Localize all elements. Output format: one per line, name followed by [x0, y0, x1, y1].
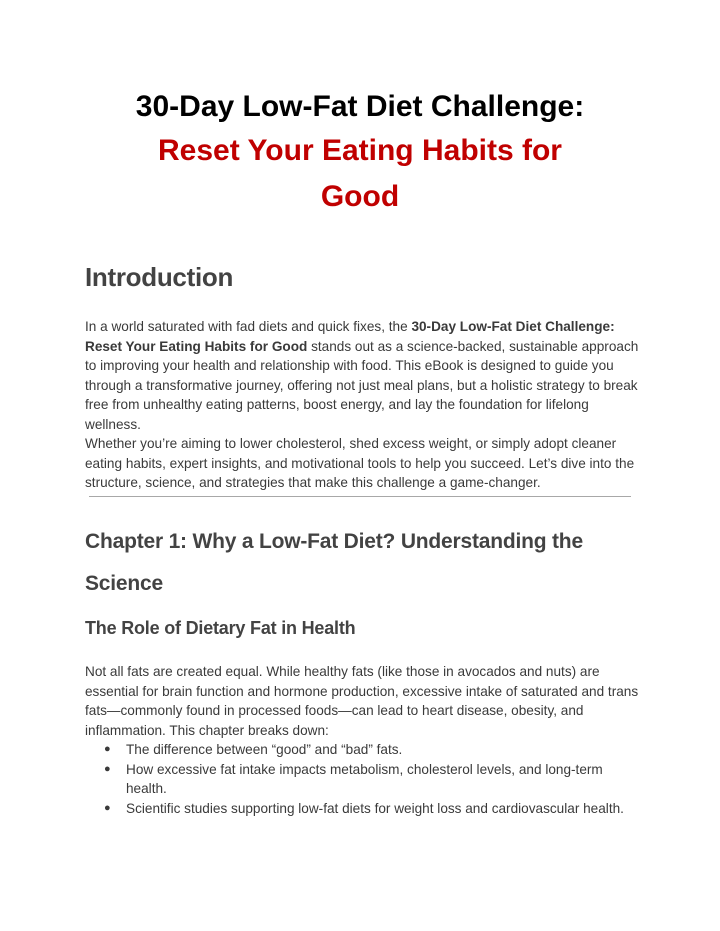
chapter-1-bullet-list [85, 740, 641, 818]
bullet-icon: ● [104, 743, 111, 755]
introduction-heading: Introduction [85, 262, 234, 292]
chapter-1-paragraph: Not all fats are created equal. While healthy fats (like those in avocados and nuts) are essential for brain function and hormone production, excessive intake of saturated and trans fats—commonly found in processed foods—can lead to heart disease, obesity, and inflammation. This chapter breaks down: [85, 664, 639, 738]
section-divider [89, 496, 631, 497]
bullet-icon: ● [104, 801, 111, 814]
intro-text-bold: 30-Day Low-Fat Diet Challenge: Reset Your Eating Habits for Good [85, 319, 615, 354]
list-item [85, 740, 641, 760]
list-item [85, 760, 641, 799]
title-subtitle-line2: Good [320, 180, 400, 213]
list-item-text: The difference between “good” and “bad” fats. [126, 742, 403, 757]
list-item [85, 799, 641, 819]
list-item-text: Scientific studies supporting low-fat diets for weight loss and cardiovascular health. [126, 800, 624, 816]
list-item-text: How excessive fat intake impacts metabolism, cholesterol levels, and long-term health. [126, 761, 603, 797]
bullet-icon: ● [104, 762, 111, 775]
intro-text-post: stands out as a science-backed, sustainable approach to improving your health and relationship with food. This eBook is designed to guide you through a transformative journey, offering not just meal plans, but a holistic strategy to break free from unhealthy eating patterns, boost energy, and lay the foundation for lifelong wellness. [85, 338, 639, 432]
title-main: 30-Day Low-Fat Diet Challenge: [135, 90, 585, 123]
title-subtitle-line1: Reset Your Eating Habits for [158, 134, 562, 167]
introduction-paragraph-2: Whether you’re aiming to lower cholesterol, shed excess weight, or simply adopt cleaner eating habits, expert insights, and motivational tools to help you succeed. Let’s dive into the structure, science, and strategies that make this challenge a game-changer. [85, 436, 635, 491]
chapter-1-subheading: The Role of Dietary Fat in Health [85, 618, 356, 638]
chapter-1-heading: Chapter 1: Why a Low-Fat Diet? Understanding the Science [85, 530, 583, 595]
introduction-paragraph-1 [85, 317, 641, 435]
intro-text-pre: In a world saturated with fad diets and quick fixes, the [85, 319, 412, 334]
document-title [0, 86, 720, 220]
